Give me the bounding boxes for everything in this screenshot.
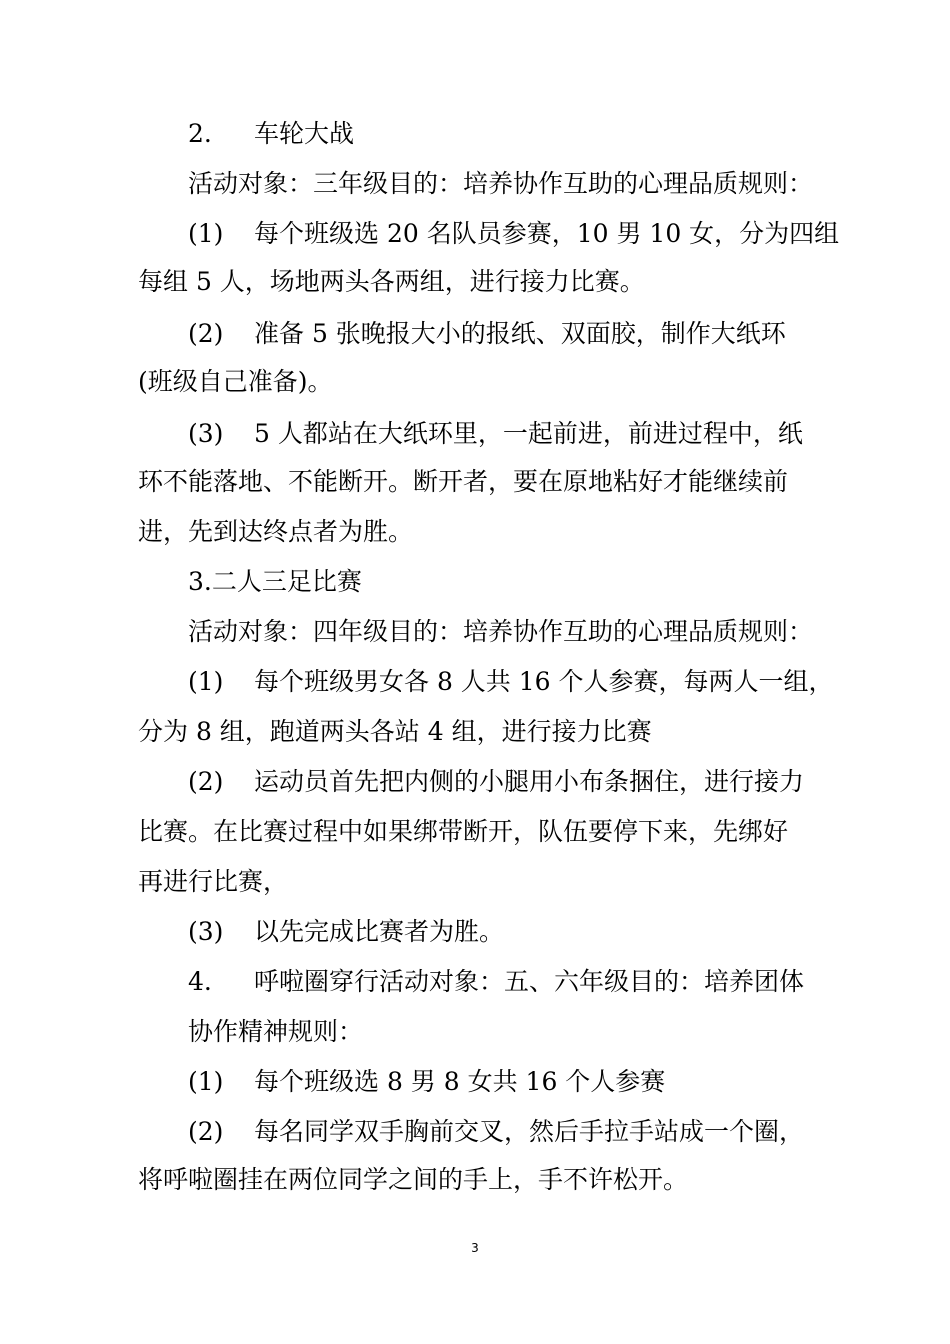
section-2-rule-1	[188, 218, 839, 250]
rule-number: (1)	[188, 667, 224, 696]
section-2-rule-3-cont-1: 环不能落地、不能断开。断开者，要在原地粘好才能继续前	[138, 467, 789, 496]
section-2-target: 活动对象：三年级目的：培养协作互助的心理品质规则：	[188, 169, 814, 198]
rule-number: (2)	[188, 767, 224, 796]
rule-number: (3)	[188, 419, 224, 448]
page-number: 3	[471, 1241, 479, 1255]
section-2-rule-2	[188, 318, 786, 350]
rule-number: (1)	[188, 1067, 224, 1096]
rule-text: 以先完成比赛者为胜。	[254, 917, 505, 946]
section-3-rule-1	[188, 666, 834, 698]
rule-text: 每个班级男女各 8 人共 16 个人参赛，每两人一组，	[254, 667, 834, 696]
section-4-rule-1	[188, 1066, 665, 1098]
section-2-heading	[188, 118, 354, 150]
section-4-rule-2	[188, 1116, 804, 1148]
section-3-rule-2	[188, 766, 804, 798]
section-2-rule-3	[188, 418, 803, 450]
section-2-number: 2.	[188, 119, 212, 148]
rule-number: (2)	[188, 319, 224, 348]
rule-text: 5 人都站在大纸环里，一起前进，前进过程中，纸	[254, 419, 803, 448]
rule-number: (2)	[188, 1117, 224, 1146]
rule-text: 每个班级选 8 男 8 女共 16 个人参赛	[254, 1067, 666, 1096]
section-3-target: 活动对象：四年级目的：培养协作互助的心理品质规则：	[188, 617, 814, 646]
section-4-heading	[188, 966, 804, 998]
section-4-rule-2-cont: 将呼啦圈挂在两位同学之间的手上，手不许松开。	[138, 1165, 689, 1194]
rule-text: 每个班级选 20 名队员参赛，10 男 10 女，分为四组	[254, 219, 840, 248]
section-3-rule-2-cont-1: 比赛。在比赛过程中如果绑带断开，队伍要停下来，先绑好	[138, 817, 789, 846]
section-2-rule-2-cont: (班级自己准备)。	[138, 367, 333, 396]
rule-text: 每名同学双手胸前交叉，然后手拉手站成一个圈，	[254, 1117, 805, 1146]
section-3-rule-2-cont-2: 再进行比赛，	[138, 867, 289, 896]
section-3-heading: 3.二人三足比赛	[188, 567, 362, 596]
rule-text: 运动员首先把内侧的小腿用小布条捆住，进行接力	[254, 767, 805, 796]
rule-text: 准备 5 张晚报大小的报纸、双面胶，制作大纸环	[254, 319, 786, 348]
section-3-rule-3	[188, 916, 504, 948]
section-2-rule-3-cont-2: 进，先到达终点者为胜。	[138, 517, 414, 546]
section-4-number: 4.	[188, 967, 212, 996]
section-2-title: 车轮大战	[254, 119, 355, 148]
section-2-rule-1-cont: 每组 5 人，场地两头各两组，进行接力比赛。	[138, 267, 645, 296]
section-3-rule-1-cont: 分为 8 组，跑道两头各站 4 组，进行接力比赛	[138, 717, 652, 746]
rule-number: (1)	[188, 219, 224, 248]
section-4-title: 呼啦圈穿行活动对象：五、六年级目的：培养团体	[254, 967, 805, 996]
rule-number: (3)	[188, 917, 224, 946]
section-4-heading-cont: 协作精神规则：	[188, 1017, 364, 1046]
